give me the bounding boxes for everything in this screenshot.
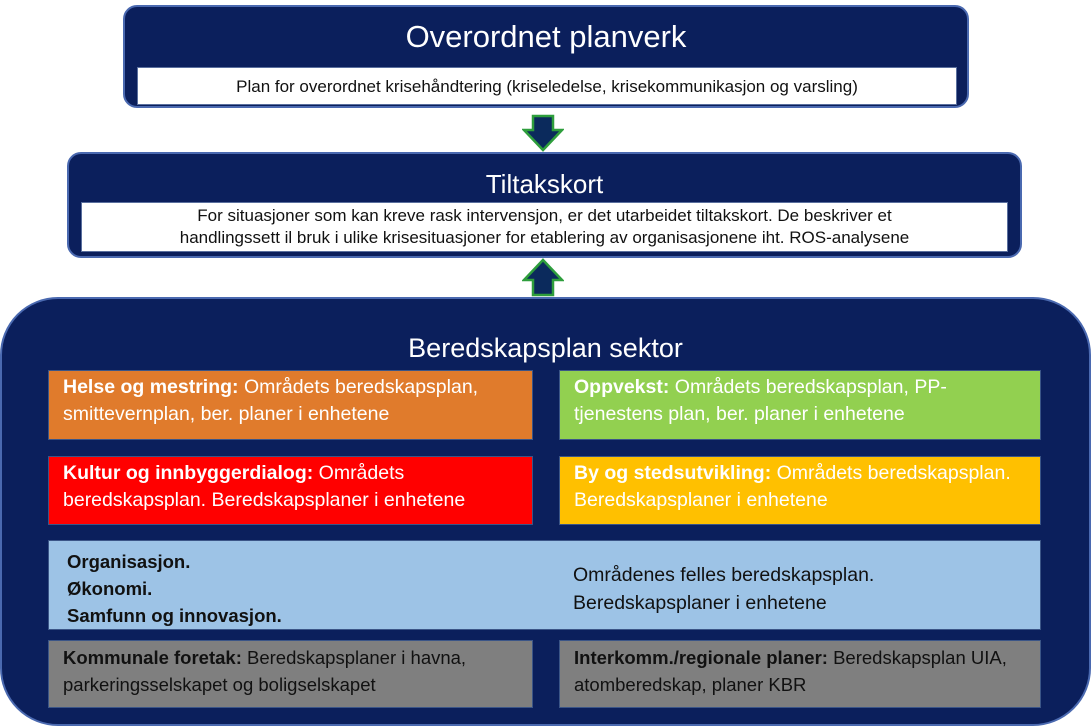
felles-right-1: Områdenes felles beredskapsplan. — [573, 564, 875, 586]
kultur-head: Kultur og innbyggerdialog: — [63, 462, 314, 484]
by-text: Områdets beredskapsplan. Beredskapsplaner i enhetene — [574, 462, 1011, 511]
arrow-up-icon — [522, 258, 564, 298]
helse-box — [48, 370, 533, 440]
tiltakskort-panel — [67, 152, 1022, 258]
overordnet-title: Overordnet planverk — [405, 19, 687, 54]
by-box — [559, 456, 1041, 525]
felles-left — [67, 548, 282, 629]
interkomm-box — [559, 640, 1041, 708]
foretak-head: Kommunale foretak: — [63, 647, 242, 668]
sektor-title: Beredskapsplan sektor — [408, 333, 683, 363]
felles-box — [48, 540, 1041, 630]
tiltakskort-line-2: handlingssett il bruk i ulike krisesituasjoner for etablering av organisasjonene iht. ROS-analysene — [179, 228, 910, 247]
tiltakskort-text-box — [81, 202, 1008, 252]
interkomm-text: Beredskapsplan UIA, atomberedskap, planer KBR — [574, 647, 1007, 695]
kultur-box — [48, 456, 533, 525]
felles-line-2: Økonomi. — [67, 578, 153, 599]
helse-text: Områdets beredskapsplan, smittevernplan, ber. planer i enhetene — [63, 376, 479, 425]
tiltakskort-line-1: For situasjoner som kan kreve rask intervensjon, er det utarbeidet tiltakskort. De beskriver et — [197, 206, 892, 225]
beredskapsplan-sektor-panel — [0, 297, 1091, 726]
overordnet-text-box — [137, 67, 957, 105]
kultur-text: Områdets beredskapsplan. Beredskapsplaner i enhetene — [63, 462, 466, 511]
interkomm-head: Interkomm./regionale planer: — [574, 647, 828, 668]
overordnet-planverk-panel — [123, 5, 969, 108]
foretak-box — [48, 640, 533, 708]
arrow-down-icon — [522, 114, 564, 152]
overordnet-text: Plan for overordnet krisehåndtering (kriseledelse, krisekommunikasjon og varsling) — [236, 77, 858, 96]
felles-right-2: Beredskapsplaner i enhetene — [573, 592, 827, 614]
felles-line-1: Organisasjon. — [67, 551, 191, 572]
tiltakskort-title: Tiltakskort — [485, 169, 604, 199]
foretak-text: Beredskapsplaner i havna, parkeringsselskapet og boligselskapet — [63, 647, 467, 695]
oppvekst-box — [559, 370, 1041, 440]
helse-head: Helse og mestring: — [63, 376, 239, 398]
felles-right — [573, 561, 874, 617]
oppvekst-head: Oppvekst: — [574, 376, 670, 398]
felles-line-3: Samfunn og innovasjon. — [67, 605, 282, 626]
by-head: By og stedsutvikling: — [574, 462, 772, 484]
oppvekst-text: Områdets beredskapsplan, PP-tjenestens plan, ber. planer i enhetene — [574, 376, 947, 425]
